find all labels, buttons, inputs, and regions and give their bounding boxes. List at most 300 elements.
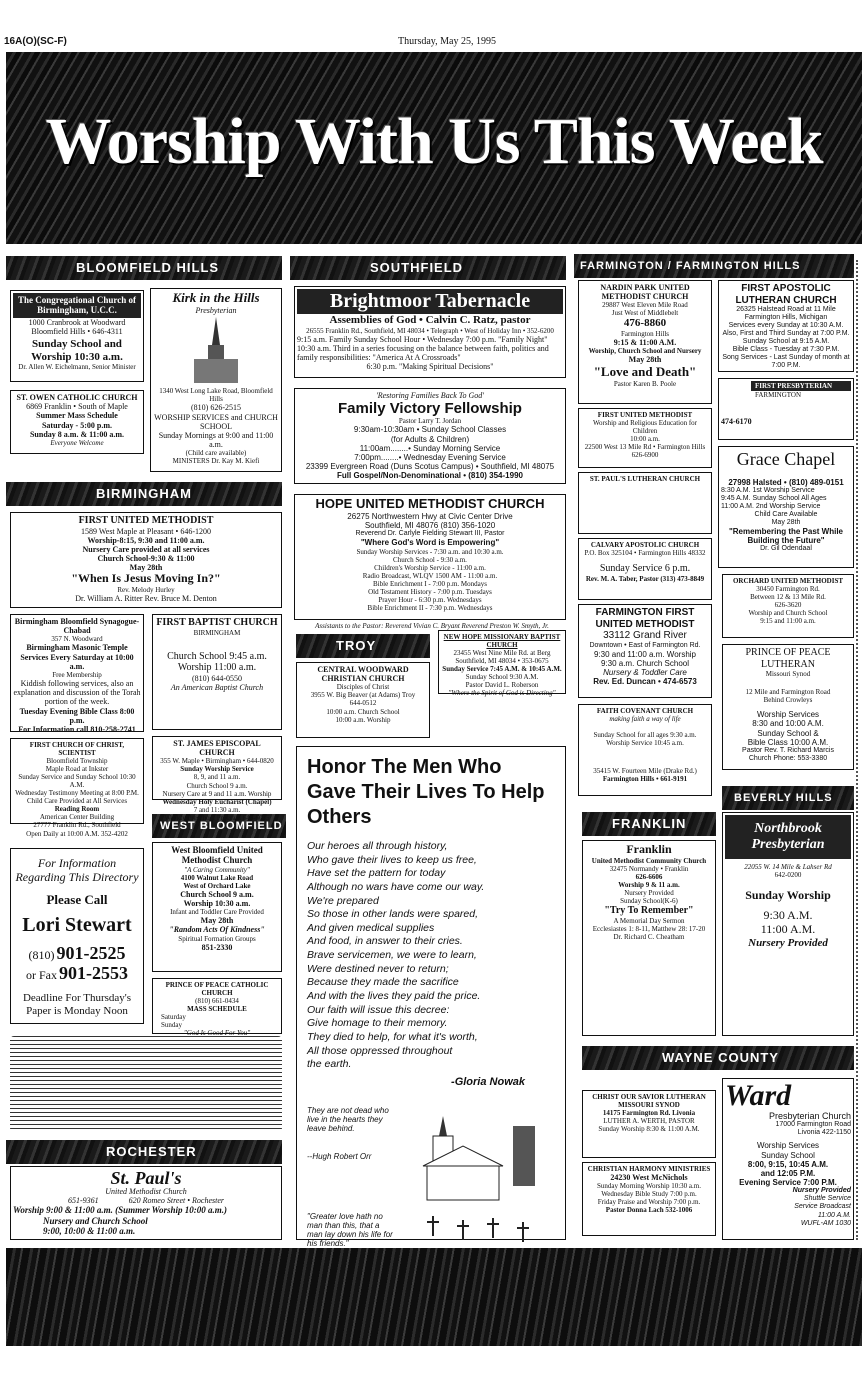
ad-footer: An American Baptist Church: [170, 682, 264, 692]
poem-line: Brave servicemen, we were to learn,: [307, 949, 477, 962]
ad-service: Sunday Worship: [745, 888, 831, 903]
ad-city: Southfield, MI 48034 • 353-0675: [455, 657, 549, 666]
ad-line-5: Song Services - Last Sunday of month at 7:00 P.M.: [722, 354, 850, 370]
ad-line-2: Worship 11:00 a.m.: [177, 662, 257, 674]
poem-line: And given medical supplies: [307, 921, 435, 934]
ad-calvary: [578, 538, 712, 600]
ad-staff: Rev. M. A. Taber, Pastor (313) 473-8849: [585, 574, 705, 583]
ad-line-1: Services every Sunday at 10:30 A.M.: [728, 322, 844, 330]
ad-sermon: "Try To Remember": [604, 905, 694, 917]
ad-schedule: Summer Mass Schedule: [36, 411, 118, 421]
ad-sub: Bloomfield Township: [46, 757, 108, 766]
ad-firstpres: [718, 378, 854, 440]
ad-name: Family Victory Fellowship: [338, 400, 522, 418]
ad-footer: "God Is Good For You": [183, 1029, 251, 1038]
ad-line-1: Church School 9:45 a.m.: [167, 650, 267, 662]
ad-address-2: Behind Crowleys: [763, 696, 813, 705]
ad-line-1: 9:30 A.M.: [763, 908, 813, 923]
ad-city: Southfield, MI 48076 (810) 356-1020: [364, 521, 496, 531]
ad-service: Sunday Service 6 p.m.: [599, 563, 691, 575]
ad-name: CHRISTIAN HARMONY MINISTRIES: [587, 1165, 711, 1173]
ad-motto: "Where God's Word is Empowering": [360, 538, 500, 548]
ad-line-3: Nursery Provided: [748, 936, 828, 949]
ad-sermon: "Random Acts Of Kindness": [169, 925, 265, 935]
ad-address: 12 Mile and Farmington Road: [745, 688, 831, 697]
ad-line-2: Also, First and Third Sunday at 7:00 P.M.: [722, 330, 850, 338]
ad-franklin: [582, 840, 716, 1036]
ad-saturday: Saturday - 5:00 p.m.: [41, 420, 112, 430]
ad-saturday: Saturday: [161, 1013, 186, 1022]
ad-line-5: Ecclesiastes 1: 8-11, Matthew 28: 17-20: [592, 924, 706, 933]
ad-name: ST. JAMES EPISCOPAL CHURCH: [173, 739, 261, 758]
ad-firstumc: [10, 512, 282, 608]
ad-chabad: [10, 614, 144, 732]
poem-line: We're prepared: [307, 894, 379, 907]
ad-service: Sunday School and Worship 10:30 a.m.: [31, 338, 123, 363]
section-franklin: FRANKLIN: [582, 812, 716, 836]
ad-name: ST. PAUL'S LUTHERAN CHURCH: [589, 475, 701, 483]
ad-line-2: Worship Service 10:45 a.m.: [606, 739, 684, 748]
ad-name: PRINCE OF PEACE CATHOLIC CHURCH: [165, 981, 269, 998]
ad-name: Franklin: [626, 842, 672, 856]
ad-staff: Pastor Rev. T. Richard Marcis: [742, 746, 834, 754]
ad-line-2: 10:00 a.m. Worship: [335, 715, 391, 724]
ad-address: 620 Romeo Street • Rochester: [128, 1196, 225, 1206]
ad-line-2: Nursery Care provided at all services: [82, 544, 210, 554]
ad-body: Kiddish following services, also an explanation and discussion of the Torah portion of the week.: [13, 679, 141, 707]
ad-line-1: Worship-8:15, 9:30 and 11:00 a.m.: [87, 535, 205, 545]
tribute-quote-2: "Greater love hath no man than this, that a man lay down his life for his friends.": [307, 1211, 393, 1248]
ad-line-4: Nursery Care at 9 and 11 a.m. Worship: [162, 789, 272, 798]
ad-line-3: Infant and Toddler Care Provided: [170, 908, 264, 917]
ad-phone: (810) 626-2515: [191, 403, 241, 413]
ad-line-1: 10:00 a.m. Church School: [326, 707, 400, 716]
ad-peace: [152, 978, 282, 1038]
ad-name: Northbrook Presbyterian: [725, 815, 851, 859]
ad-address: 1000 Cranbrook at Woodward: [28, 317, 126, 327]
ad-line-8: Bible Enrichment II - 7:30 p.m. Wednesdays: [367, 603, 493, 612]
ad-name: FAITH COVENANT CHURCH: [596, 707, 694, 715]
ad-sub: Birmingham Masonic Temple: [26, 643, 128, 653]
info-name: Lori Stewart: [22, 913, 132, 936]
ad-phone: 476-8860: [623, 317, 667, 330]
ad-line-2: Wednesday Testimony Meeting at 8:00 P.M.: [15, 789, 139, 798]
ad-line-7: Shuttle Service: [803, 1195, 851, 1203]
section-rochester: ROCHESTER: [6, 1140, 282, 1164]
ad-farmfirstumc: [578, 604, 712, 698]
ad-farmfirst: [578, 408, 712, 468]
poem-line: And food, in answer to their cries.: [307, 935, 463, 948]
poem-line: Who gave their lives to keep us free,: [307, 853, 477, 866]
ad-sub: Missouri Synod: [765, 670, 811, 678]
ad-name: FIRST BAPTIST CHURCH: [156, 617, 278, 628]
ad-line-3: 9:00, 10:00 & 11:00 a.m.: [43, 1226, 136, 1237]
ad-date: May 28th: [200, 916, 234, 926]
ad-line-1: Sunday Service and Sunday School 10:30 A.M.: [18, 773, 136, 790]
ad-phone: 626-6900: [631, 451, 659, 460]
ad-line-3: Sunday School &: [757, 728, 819, 738]
ad-phone: 474-6170: [721, 417, 752, 427]
ad-city: Downtown • East of Farmington Rd.: [589, 641, 701, 649]
section-beverly: BEVERLY HILLS: [722, 786, 854, 810]
ad-staff: Dr. William A. Ritter Rev. Bruce M. Denton: [75, 594, 217, 604]
ad-phone: 642-0200: [774, 871, 802, 880]
info-line-3: Please Call: [46, 891, 108, 907]
ad-line-3: Sunday School at 9:15 A.M.: [742, 338, 830, 346]
ad-staff: Dr. Richard C. Cheatham: [613, 932, 685, 941]
section-bloomfield: BLOOMFIELD HILLS: [6, 256, 282, 280]
banner-title: Worship With Us This Week: [45, 105, 823, 178]
ad-address-2: West of Orchard Lake: [183, 881, 251, 890]
ad-sunday: Sunday 8 a.m. & 11:00 a.m.: [29, 429, 124, 439]
ad-name: CHRIST OUR SAVIOR LUTHERAN MISSOURI SYNOD: [592, 1093, 706, 1110]
ad-name: Birmingham Bloomfield Synagogue-Chabad: [14, 617, 140, 636]
ad-by: Rev. Melody Hurley: [117, 586, 175, 595]
ad-date: May 28th: [771, 519, 801, 527]
ad-line-4: 7:00pm........• Wednesday Evening Service: [354, 453, 506, 463]
ad-name: Kirk in the Hills: [172, 290, 260, 305]
ad-name: ORCHARD UNITED METHODIST: [732, 577, 844, 585]
poem-line: So those in other lands were spared,: [307, 908, 479, 921]
ad-line-3: Friday Praise and Worship 7:00 p.m.: [597, 1198, 701, 1207]
ad-address: 26555 Franklin Rd., Southfield, MI 48034 • Telegraph • West of Holiday Inn • 352-6200: [306, 326, 554, 335]
poem-line: All those oppressed throughout: [307, 1044, 453, 1057]
ad-name: Ward: [725, 1079, 792, 1112]
ad-address: 1589 West Maple at Pleasant • 646-1200: [81, 526, 211, 536]
ad-line-1: Worship 9 & 11 a.m.: [618, 880, 680, 889]
ad-address: 22055 W. 14 Mile & Lahser Rd: [744, 863, 832, 872]
info-phone-prefix: (810): [28, 947, 55, 962]
ad-bible: Tuesday Evening Bible Class 8:00 p.m.: [19, 706, 135, 725]
issue-date: Thursday, May 25, 1995: [398, 36, 496, 47]
ad-line-3: 11:00 A.M. 2nd Worship Service: [721, 502, 821, 510]
ad-line-5: Wednesday Holy Eucharist (Chapel): [162, 797, 272, 806]
ad-line-2: 8, 9, and 11 a.m.: [193, 773, 241, 782]
ad-stpauls-farm: [578, 472, 712, 534]
tribute-quote-1: They are not dead who live in the hearts they leave behind.: [307, 1105, 389, 1133]
ad-name: NEW HOPE MISSIONARY BAPTIST CHURCH: [443, 633, 561, 650]
footer-band: [6, 1248, 862, 1346]
ad-motto: "A Caring Community": [184, 865, 250, 874]
ad-address: 24230 West McNichols: [610, 1173, 688, 1183]
ad-line-1: 8:30 A.M. 1st Worship Service: [721, 486, 815, 494]
dotted-edge: [856, 260, 864, 1240]
ad-nardin: [578, 280, 712, 404]
ad-city: Livonia 422-1150: [797, 1129, 851, 1137]
ad-victory: [294, 388, 566, 484]
ad-line-1: 9:15 a.m. Family Sunday School Hour • Wednesday 7:00 p.m. "Family Night": [297, 334, 548, 344]
ad-note: Free Membership: [52, 670, 102, 679]
info-box: [10, 848, 144, 1024]
ad-service: WORSHIP SERVICES and CHURCH SCHOOL: [154, 412, 278, 431]
section-west-bloomfield: WEST BLOOMFIELD: [152, 814, 286, 838]
ad-address: 22500 West 13 Mile Rd • Farmington Hills: [584, 443, 706, 452]
ad-line-1: MASS SCHEDULE: [187, 1005, 247, 1014]
info-fax-prefix: or Fax: [26, 968, 57, 983]
ad-stjames: [152, 736, 282, 822]
ad-address: 14175 Farmington Rd. Livonia: [602, 1109, 696, 1118]
ad-staff: Rev. Ed. Duncan • 474-6573: [593, 677, 697, 687]
ad-line-1: Worship Services: [756, 710, 820, 720]
tribute-quote-1-author: --Hugh Robert Orr: [307, 1151, 372, 1161]
poem-line: Because they made the sacrifice: [307, 976, 459, 989]
ad-name: FIRST UNITED METHODIST: [78, 515, 214, 526]
ad-reading-room: Reading Room: [54, 805, 100, 814]
ad-line-3: Church School 9 a.m.: [186, 781, 248, 790]
ad-faithcov: [578, 704, 712, 796]
ad-line-2: 11:00 A.M.: [760, 921, 816, 936]
ad-line-2: Sunday School: [761, 1150, 815, 1160]
ad-line-1: Sunday Service 7:45 A.M. & 10:45 A.M.: [442, 665, 562, 674]
ad-rr-4: Open Daily at 10:00 A.M. 352-4202: [26, 829, 128, 838]
info-deadline: Deadline For Thursday's Paper is Monday Noon: [22, 991, 132, 1017]
ad-line-6: Nursery Provided: [792, 1187, 851, 1195]
ad-times: Sunday Mornings at 9:00 and 11:00 a.m.: [158, 430, 274, 450]
ad-stowen: [10, 390, 144, 454]
ad-line-2: Nursery Provided: [624, 888, 674, 897]
ad-sub: United Methodist Community Church: [591, 856, 707, 865]
ad-name: West Bloomfield United Methodist Church: [171, 845, 263, 866]
ad-christsci: [10, 738, 144, 838]
ad-address: 355 W. Maple • Birmingham • 644-0820: [160, 757, 274, 766]
ad-date: May 28th: [628, 355, 662, 365]
ad-name: FIRST APOSTOLIC LUTHERAN CHURCH: [735, 283, 837, 306]
ad-address: Maple Road at Inkster: [45, 765, 109, 774]
poem-line: Our heroes all through history,: [307, 840, 448, 852]
page-number: 16A(O)(SC-F): [4, 36, 67, 47]
ad-line-7: Prayer Hour - 6:30 p.m. Wednesdays: [378, 595, 482, 604]
section-birmingham: BIRMINGHAM: [6, 482, 282, 506]
ad-brightmoor: [294, 286, 566, 378]
ad-staff: Dr. Allen W. Eichelmann, Senior Minister: [18, 363, 136, 372]
ad-address: 33112 Grand River: [603, 630, 687, 641]
section-farmington: FARMINGTON / FARMINGTON HILLS: [574, 254, 854, 278]
ad-line-2: Worship, Church School and Nursery: [588, 347, 702, 356]
poem-line: They died to help, for what it's worth,: [307, 1030, 478, 1043]
ad-name: Grace Chapel: [736, 449, 836, 469]
ad-city: BIRMINGHAM: [193, 628, 241, 637]
ad-address: 26275 Northwestern Hwy at Civic Center Drive: [347, 511, 513, 521]
ad-phone: Farmington Hills • 661-9191: [602, 775, 688, 784]
ad-note: Everyone Welcome: [50, 438, 104, 447]
ad-grace: [718, 446, 854, 568]
ad-sub: Presbyterian: [195, 305, 237, 315]
info-phone: 901-2525: [56, 942, 126, 963]
ad-sunday: Sunday: [161, 1021, 182, 1030]
ad-line-1: Worship and Church School: [748, 609, 828, 618]
ad-date: May 28th: [129, 563, 163, 573]
ad-line-2: 8:30 and 10:00 A.M.: [752, 719, 824, 729]
ad-rr-3: 27777 Franklin Rd., Southfield: [33, 821, 121, 830]
poem-line: Have set the pattern for today: [307, 867, 446, 880]
ad-line-1: 9:15 & 11:00 A.M.: [613, 338, 677, 348]
ad-line-1: Sunday Worship Services - 7:30 a.m. and 10:30 a.m.: [356, 547, 504, 556]
poem-line: Were destined never to return;: [307, 962, 449, 975]
ad-christour: [582, 1090, 716, 1158]
ad-line-3: Children's Worship Service - 11:00 a.m.: [374, 563, 486, 572]
ad-line-6: 7 and 11:30 a.m.: [193, 805, 241, 814]
ad-line-2: Sunday School 9:30 A.M.: [465, 673, 539, 682]
ad-phone: 626-3620: [774, 601, 802, 610]
ad-address: 1340 West Long Lake Road, Bloomfield Hills: [159, 387, 273, 404]
ad-line-3: 11:00am........• Sunday Morning Service: [359, 443, 501, 453]
ad-line-3: Child Care Provided at All Services: [26, 797, 128, 806]
ad-address: 17000 Farmington Road: [775, 1121, 851, 1129]
ad-address: 35415 W. Fourteen Mile (Drake Rd.): [593, 767, 697, 776]
ad-line-5: Bible Enrichment I - 7:00 p.m. Mondays: [373, 579, 487, 588]
church-illustration-icon: [186, 315, 246, 385]
ad-phone: 851-2330: [201, 942, 233, 952]
ad-line-1: Sunday School for all ages 9:30 a.m.: [593, 731, 697, 740]
ad-line-4: Bible Class - Tuesday at 7:30 P.M.: [732, 346, 840, 354]
ad-line-3: Nursery & Toddler Care: [603, 667, 687, 677]
ad-service: Services Every Saturday at 10:00 a.m.: [20, 652, 134, 671]
ad-line-4: Child Care Available: [754, 511, 818, 519]
ad-sub: Assemblies of God • Calvin C. Ratz, pastor: [329, 314, 531, 326]
ad-name: CENTRAL WOODWARD CHRISTIAN CHURCH: [317, 665, 409, 684]
ad-sermon: "When Is Jesus Moving In?": [71, 571, 221, 586]
tribute-author: -Gloria Nowak: [451, 1075, 525, 1088]
ad-address: 30450 Farmington Rd.: [756, 585, 820, 594]
memorial-tribute: [296, 746, 566, 1248]
ad-address: 6869 Franklin • South of Maple: [26, 402, 128, 412]
ad-pastor: Reverend Dr. Carlyle Fielding Stewart III, Pastor: [355, 530, 505, 538]
ad-line-2: (for Adults & Children): [390, 434, 470, 444]
ad-note: (Child care available): [185, 449, 247, 458]
ad-name: CALVARY APOSTOLIC CHURCH: [590, 541, 700, 549]
ad-sub: Presbyterian Church: [768, 1111, 851, 1121]
ad-line-2: 10:00 a.m.: [630, 435, 660, 444]
hope-footer: Assistants to the Pastor: Reverend Vivian C. Bryant Reverend Preston W. Smyth, Jr.: [315, 622, 549, 630]
ad-name: Brightmoor Tabernacle: [297, 289, 563, 314]
ad-sermon: "Love and Death": [593, 363, 697, 379]
ad-staff: Pastor Donna Lach 532-1006: [605, 1206, 693, 1215]
ad-line-1: Worship 9:00 & 11:00 a.m. (Summer Worship 10:00 a.m.): [13, 1205, 228, 1216]
ad-sub: United Methodist Church: [105, 1187, 187, 1196]
ad-westbloom: [152, 842, 282, 972]
section-troy: TROY: [296, 634, 430, 658]
ad-info: For Information call 810-258-2741: [18, 724, 136, 734]
ad-phone: 651-9361: [67, 1196, 99, 1206]
ad-address: 23455 West Nine Mile Rd. at Berg: [453, 649, 551, 658]
ad-name: FIRST PRESBYTERIAN: [751, 381, 851, 391]
ad-name: HOPE UNITED METHODIST CHURCH: [315, 496, 545, 511]
ad-city: Farmington Hills, Michigan: [744, 314, 828, 322]
section-southfield: SOUTHFIELD: [290, 256, 566, 280]
ad-address: 26325 Halstead Road at 11 Mile: [736, 306, 836, 313]
ad-harmony: [582, 1162, 716, 1236]
ad-footer: Full Gospel/Non-Denominational • (810) 354-1990: [337, 471, 523, 481]
ad-sermon: "Remembering the Past While Building the Future": [728, 527, 844, 546]
ad-city: FARMINGTON: [755, 391, 802, 400]
ad-address: 32475 Normandy • Franklin: [609, 864, 689, 873]
ad-orchard: [722, 574, 854, 638]
ad-line-4: A Memorial Day Sermon: [613, 916, 685, 925]
ad-address-2: Just West of Middlebelt: [611, 309, 679, 318]
ad-staff: Pastor Karen B. Poole: [613, 379, 677, 388]
ad-firstbaptist: [152, 614, 282, 730]
ad-address: 23399 Evergreen Road (Duns Scotus Campus) • Southfield, MI 48075: [305, 462, 555, 472]
ad-address: 357 N. Woodward: [51, 635, 103, 644]
ad-line-3: 6:30 p.m. "Making Spiritual Decisions": [366, 362, 494, 372]
ad-line-7: Weekly Preschool Program 646-6035: [164, 813, 270, 822]
ad-phone: (810) 644-0550: [192, 673, 242, 683]
poem-line: the earth.: [307, 1058, 352, 1071]
poem-line: Although no wars have come our way.: [307, 880, 485, 893]
ad-name: FIRST UNITED METHODIST: [597, 411, 693, 419]
info-fax: 901-2553: [59, 963, 128, 984]
info-line-1: For Information: [37, 856, 117, 870]
ad-name: PRINCE OF PEACE LUTHERAN: [745, 647, 831, 670]
ad-address: 27998 Halsted • (810) 489-0151: [728, 477, 844, 487]
ad-phone: 644-0512: [349, 699, 377, 708]
ad-line-1: Sunday Worship 8:30 & 11:00 A.M.: [598, 1125, 700, 1134]
ad-motto: "Where the Spirit of God is Directing": [448, 689, 556, 698]
ad-phone: (810) 661-0434: [195, 997, 239, 1006]
ad-line-2: 9:30 a.m. Church School: [600, 658, 690, 668]
ad-pastor: Pastor David L. Roberson: [465, 681, 539, 690]
ad-staff: Dr. Gil Odendaal: [760, 545, 812, 553]
ad-line-4: Spiritual Formation Groups: [178, 934, 256, 943]
ad-city: Farmington Hills: [620, 330, 670, 339]
ad-northbrook: [722, 812, 854, 1036]
ad-city: Bloomfield Hills • 646-4311: [31, 326, 123, 336]
ad-hope: [294, 494, 566, 620]
ad-line-1: Sunday Worship Service: [180, 765, 254, 774]
ad-line-5: Evening Service 7:00 P.M.: [739, 1178, 837, 1188]
ad-stpauls-rochester: [10, 1166, 282, 1240]
ad-name: NARDIN PARK UNITED METHODIST CHURCH: [600, 283, 690, 302]
ad-line-9: 11:00 A.M.: [817, 1211, 851, 1219]
ad-line-2: Wednesday Bible Study 7:00 p.m.: [601, 1190, 697, 1199]
ad-line-2: 9:45 A.M. Sunday School All Ages: [721, 494, 827, 502]
poem-line: Our faith will issue this decree:: [307, 1003, 450, 1016]
ad-line-2: Church School - 9:30 a.m.: [393, 555, 467, 564]
ad-line-3: 8:00, 9:15, 10:45 A.M.: [747, 1159, 829, 1169]
ad-line-4: Radio Broadcast, WLQV 1500 AM - 11:00 a.m.: [362, 571, 498, 580]
ad-address-2: Between 12 & 13 Mile Rd.: [750, 593, 826, 602]
ad-firstapostolic: [718, 280, 854, 372]
poem-line: And with the lives they paid the price.: [307, 990, 481, 1003]
ad-address: 29887 West Eleven Mile Road: [602, 301, 688, 310]
ad-motto: making faith a way of life: [609, 715, 681, 724]
ad-line-3: Sunday School(K-6): [620, 897, 678, 906]
ad-line-1: 9:30 and 11:00 a.m. Worship: [594, 649, 696, 659]
ad-sub: Disciples of Christ: [336, 683, 390, 692]
ad-name: FIRST CHURCH OF CHRIST, SCIENTIST: [29, 741, 125, 758]
ad-kirk: [150, 288, 282, 472]
ad-ward: [722, 1078, 854, 1240]
section-wayne: WAYNE COUNTY: [582, 1046, 854, 1070]
ad-name: The Congregational Church of Birmingham, U.C.C.: [13, 293, 141, 318]
ad-line-2: Worship 10:30 a.m.: [183, 899, 251, 909]
banner: [6, 52, 862, 244]
ad-tagline: 'Restoring Families Back To God': [375, 391, 484, 400]
ad-congregational: [10, 290, 144, 382]
ad-line-1: Worship and Religious Education for Children: [592, 419, 698, 436]
ad-line-2: 10:30 a.m. Third in a series focusing on the balance between faith, politics and family responsibilities: "America At A Crossroads": [297, 343, 549, 363]
ad-line-4: and 12:05 P.M.: [760, 1169, 816, 1178]
ad-staff: MINISTERS Dr. Kay M. Kiefi: [172, 457, 260, 466]
ad-line-1: Church School 9 a.m.: [180, 889, 254, 899]
ad-address: 3955 W. Big Beaver (at Adams) Troy: [310, 691, 416, 700]
ad-princepeace: [722, 644, 854, 770]
tribute-poem: [307, 840, 555, 1072]
poem-line: Give homage to their memory.: [307, 1017, 448, 1030]
ad-line-10: WUFL-AM 1030: [800, 1219, 851, 1227]
ad-line-1: Worship Services: [756, 1141, 820, 1151]
ad-pastor: LUTHER A. WERTH, PASTOR: [603, 1117, 695, 1126]
